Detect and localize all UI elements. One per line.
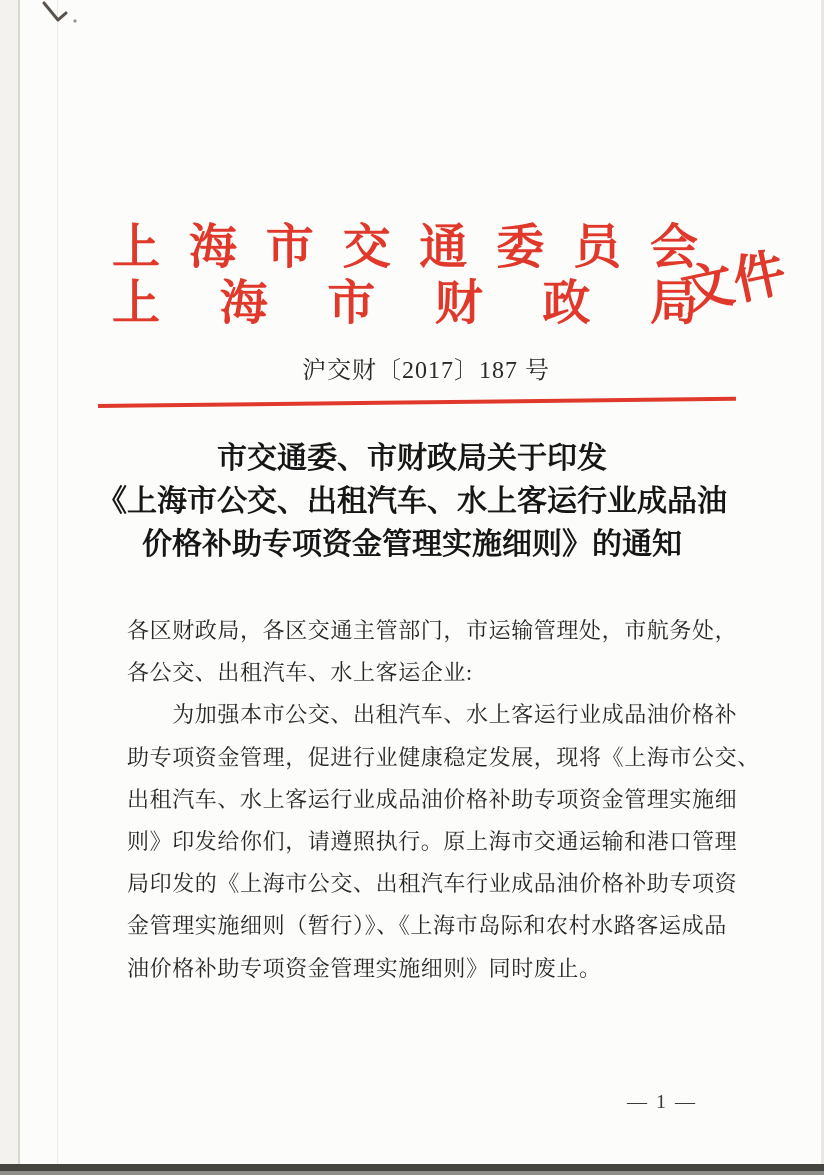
document-title	[0, 437, 824, 566]
scan-bottom-strip	[0, 1171, 824, 1175]
title-line: 《上海市公交、出租汽车、水上客运行业成品油	[97, 485, 727, 518]
body-text-line: 出租汽车、水上客运行业成品油价格补助专项资金管理实施细	[127, 786, 738, 812]
document-body	[127, 610, 760, 990]
org-name-line2: 上海市财政局	[112, 277, 698, 330]
body-text-line: 各区财政局，各区交通主管部门，市运输管理处，市航务处，	[127, 618, 738, 643]
document-type-label: 文件	[676, 244, 793, 323]
body-text-line: 局印发的《上海市公交、出租汽车行业成品油价格补助专项资	[127, 871, 738, 897]
scan-fold-line-faint	[57, 0, 58, 1175]
body-text-line: 为加强本市公交、出租汽车、水上客运行业成品油价格补	[127, 702, 738, 728]
org-name-line1: 上海市交通委员会	[112, 221, 698, 274]
document-number: 沪交财〔2017〕187 号	[302, 358, 550, 384]
scan-bottom-edge	[0, 1164, 824, 1171]
scan-fold-line	[18, 0, 20, 1175]
title-line: 价格补助专项资金管理实施细则》的通知	[142, 528, 682, 561]
body-text-line: 金管理实施细则（暂行）》、《上海市岛际和农村水路客运成品	[127, 913, 727, 939]
body-text-line: 则》印发给你们，请遵照执行。原上海市交通运输和港口管理	[127, 829, 738, 855]
scan-left-band	[0, 0, 18, 1175]
issuing-organizations	[112, 220, 698, 332]
page-number: — 1 —	[627, 1091, 697, 1113]
staple-mark-icon	[38, 0, 86, 30]
body-text-line: 油价格补助专项资金管理实施细则》同时废止。	[127, 955, 602, 981]
body-text-line: 各公交、出租汽车、水上客运企业:	[127, 660, 473, 686]
body-text-line: 助专项资金管理，促进行业健康稳定发展，现将《上海市公交、	[127, 744, 760, 770]
red-divider-line	[98, 397, 736, 408]
title-line: 市交通委、市财政局关于印发	[217, 442, 607, 475]
